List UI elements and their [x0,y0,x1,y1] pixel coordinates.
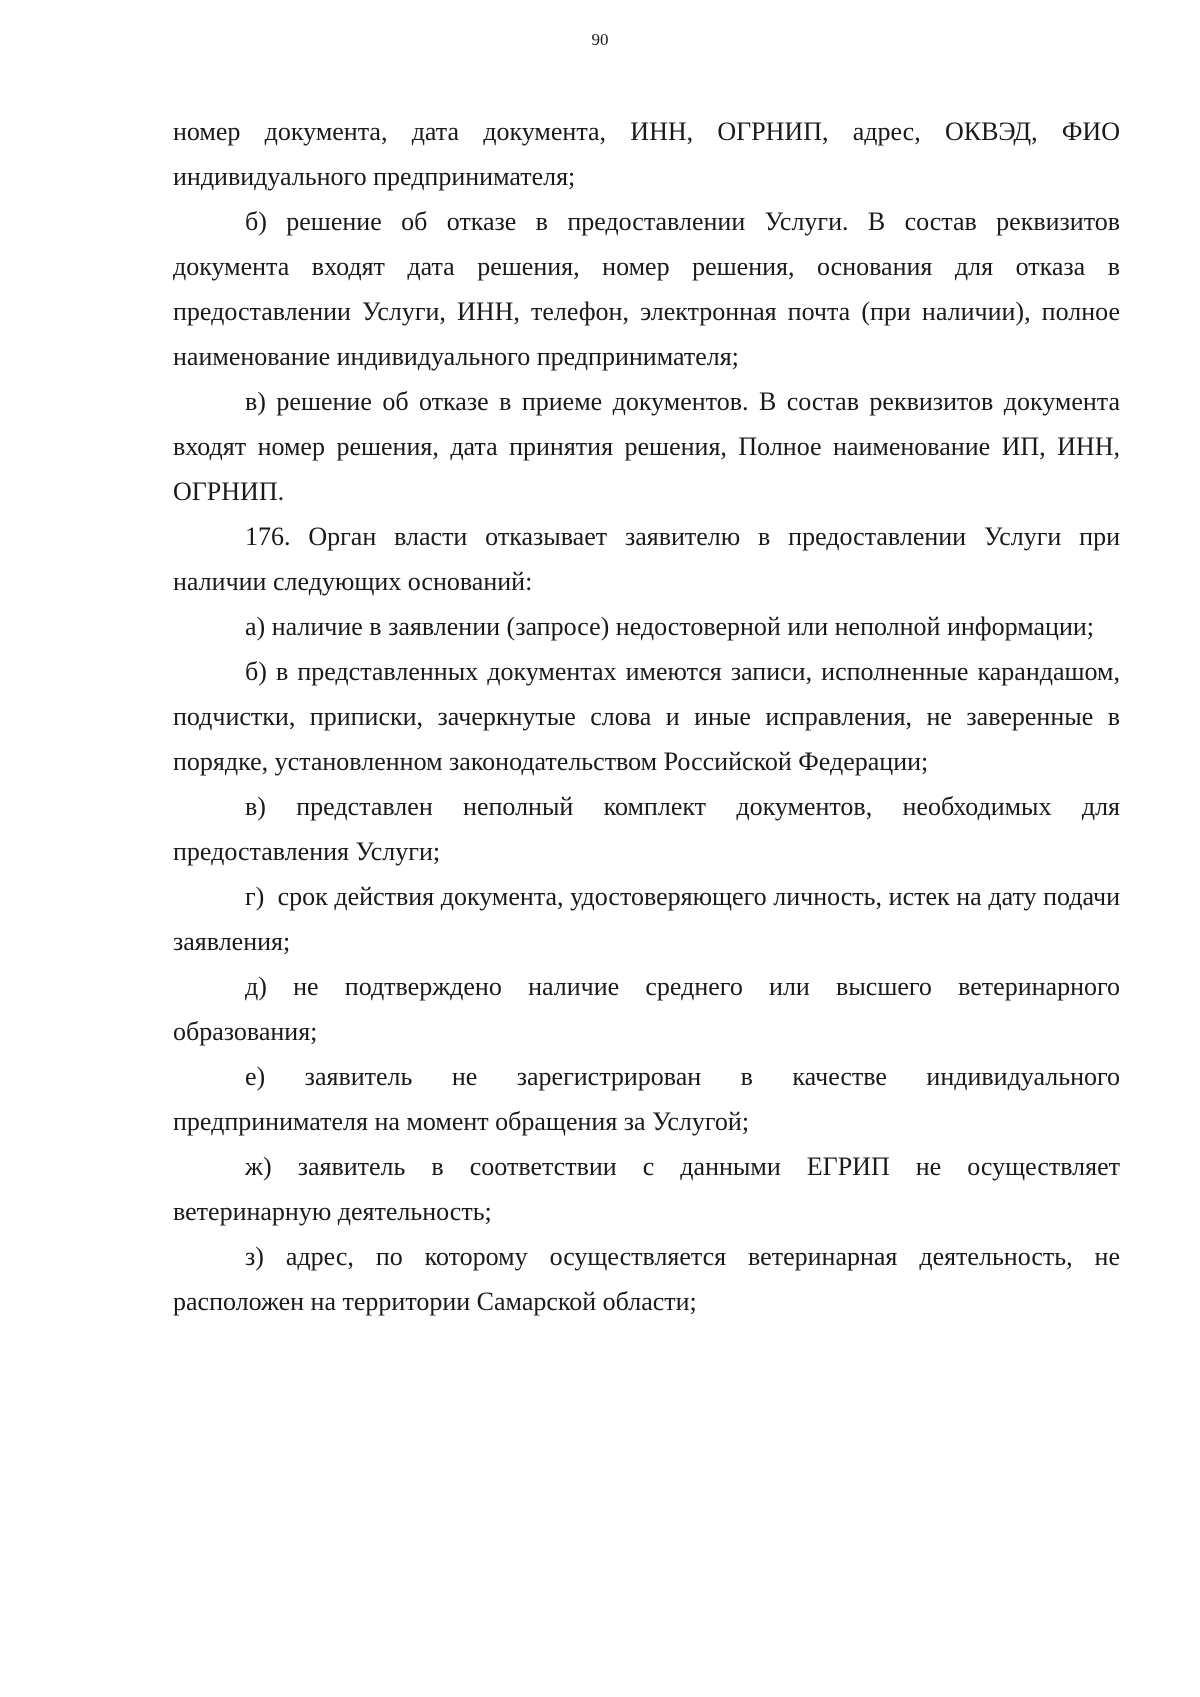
list-item-v [173,379,1120,514]
clause-176 [173,514,1120,604]
list-item-a [173,604,1120,649]
list-item-b [173,199,1120,379]
list-marker: б) [245,657,267,686]
paragraph-text: решение об отказе в приеме документов. В состав реквизитов документа входят номер решения, дата принятия решения, Полное наименование ИП, ИНН, ОГРНИП. [173,387,1121,506]
clause-number: 176. [245,522,291,551]
paragraph-text: не подтверждено наличие среднего или высшего ветеринарного образования; [173,972,1120,1046]
list-marker: е) [245,1062,266,1091]
list-marker: д) [245,972,267,1001]
list-marker: з) [245,1242,264,1271]
paragraph-text: в представленных документах имеются записи, исполненные карандашом, подчистки, приписки, зачеркнутые слова и иные исправления, не заверенные в порядке, установленном законодательством Российской Федерации; [173,657,1120,776]
list-marker: ж) [245,1152,272,1181]
list-item-d [173,964,1120,1054]
list-marker: б) [245,207,267,236]
list-item-z [173,1234,1120,1324]
list-marker: г) [245,882,265,911]
paragraph-text: Орган власти отказывает заявителю в предоставлении Услуги при наличии следующих оснований: [173,522,1120,596]
list-item-e [173,1054,1120,1144]
paragraph-continuation [173,109,1120,199]
list-item-v [173,784,1120,874]
paragraph-text: наличие в заявлении (запросе) недостоверной или неполной информации; [271,612,1095,641]
list-item-b [173,649,1120,784]
document-body [173,109,1120,1324]
list-marker: в) [245,792,266,821]
page-number: 90 [591,30,609,49]
paragraph-text: заявитель в соответствии с данными ЕГРИП не осуществляет ветеринарную деятельность; [173,1152,1121,1226]
paragraph-text: номер документа, дата документа, ИНН, ОГРНИП, адрес, ОКВЭД, ФИО индивидуального предпринимателя; [173,117,1120,191]
list-item-g [173,874,1120,964]
paragraph-text: представлен неполный комплект документов, необходимых для предоставления Услуги; [173,792,1121,866]
paragraph-text: заявитель не зарегистрирован в качестве индивидуального предпринимателя на момент обращения за Услугой; [173,1062,1120,1136]
paragraph-text: срок действия документа, удостоверяющего личность, истек на дату подачи заявления; [173,882,1120,956]
list-marker: а) [245,612,266,641]
list-item-zh [173,1144,1120,1234]
paragraph-text: адрес, по которому осуществляется ветеринарная деятельность, не расположен на территории Самарской области; [173,1242,1121,1316]
list-marker: в) [245,387,266,416]
paragraph-text: решение об отказе в предоставлении Услуги. В состав реквизитов документа входят дата решения, номер решения, основания для отказа в предоставлении Услуги, ИНН, телефон, электронная почта (при наличии), полное наименование индивидуального предпринимателя; [173,207,1121,371]
